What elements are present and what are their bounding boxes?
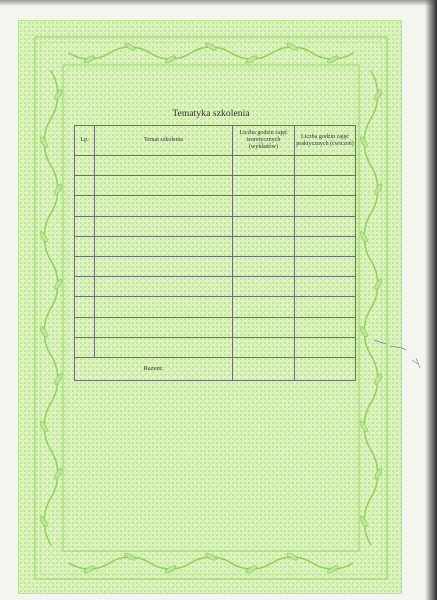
topic-cell	[95, 277, 233, 297]
practice-hours-cell	[295, 156, 356, 176]
lp-cell	[75, 196, 95, 216]
lp-cell	[75, 216, 95, 236]
lp-cell	[75, 317, 95, 337]
practice-hours-cell	[295, 256, 356, 276]
practice-hours-cell	[295, 277, 356, 297]
header-practice-hours: Liczba godzin zajęć praktycznych (ćwiczeń)	[295, 126, 356, 156]
table-row	[75, 277, 356, 297]
topic-cell	[95, 256, 233, 276]
practice-hours-cell	[295, 297, 356, 317]
section-title: Tematyka szkolenia	[172, 109, 250, 119]
certificate-sheet	[18, 20, 402, 594]
practice-hours-cell	[295, 176, 356, 196]
topic-cell	[95, 176, 233, 196]
table-row	[75, 317, 356, 337]
practice-hours-cell	[295, 337, 356, 357]
topic-cell	[95, 216, 233, 236]
table-row	[75, 236, 356, 256]
total-row	[75, 357, 356, 380]
practice-hours-cell	[295, 317, 356, 337]
table-header-row	[75, 126, 356, 156]
practice-hours-cell	[295, 216, 356, 236]
table-row	[75, 156, 356, 176]
lp-cell	[75, 277, 95, 297]
theory-hours-cell	[233, 176, 295, 196]
table-row	[75, 337, 356, 357]
lp-cell	[75, 156, 95, 176]
lp-cell	[75, 337, 95, 357]
theory-hours-cell	[233, 317, 295, 337]
table-row	[75, 176, 356, 196]
table-row	[75, 256, 356, 276]
table-row	[75, 216, 356, 236]
header-lp: Lp.	[75, 126, 95, 156]
lp-cell	[75, 236, 95, 256]
total-theory-cell	[233, 357, 295, 380]
table-row	[75, 297, 356, 317]
topic-cell	[95, 156, 233, 176]
theory-hours-cell	[233, 236, 295, 256]
header-theory-hours: Liczba godzin zajęć teoretycznych (wykładów)	[233, 126, 295, 156]
theory-hours-cell	[233, 156, 295, 176]
topic-cell	[95, 297, 233, 317]
topic-cell	[95, 337, 233, 357]
table-body	[75, 156, 356, 358]
pen-mark	[372, 334, 424, 374]
theory-hours-cell	[233, 297, 295, 317]
theory-hours-cell	[233, 277, 295, 297]
total-practice-cell	[295, 357, 356, 380]
header-topic: Temat szkolenia	[95, 126, 233, 156]
total-label: Razem:	[75, 357, 233, 380]
table-row	[75, 196, 356, 216]
practice-hours-cell	[295, 196, 356, 216]
topic-cell	[95, 236, 233, 256]
scan-edge-top	[0, 0, 437, 6]
lp-cell	[75, 176, 95, 196]
lp-cell	[75, 297, 95, 317]
theory-hours-cell	[233, 196, 295, 216]
theory-hours-cell	[233, 216, 295, 236]
lp-cell	[75, 256, 95, 276]
topic-cell	[95, 317, 233, 337]
theory-hours-cell	[233, 337, 295, 357]
theory-hours-cell	[233, 256, 295, 276]
training-topics-table	[74, 125, 356, 381]
topic-cell	[95, 196, 233, 216]
scan-edge-right	[425, 0, 437, 600]
practice-hours-cell	[295, 236, 356, 256]
